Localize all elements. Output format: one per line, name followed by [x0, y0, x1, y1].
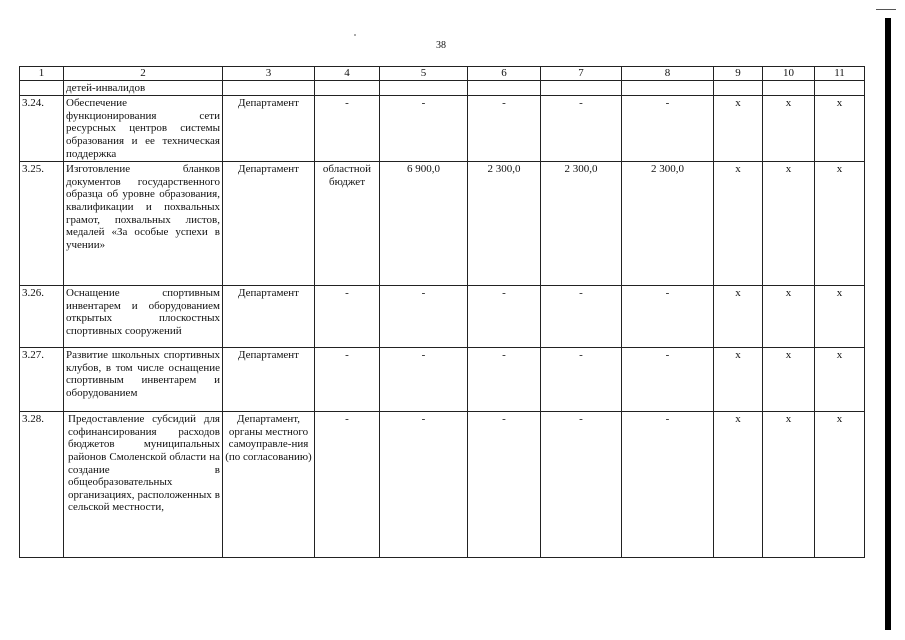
scan-speck — [354, 34, 356, 36]
row-description: Развитие школьных спортивных клубов, в том числе оснащение спортивным инвентарем и оборудованием — [64, 348, 223, 412]
continuation-row — [20, 80, 865, 96]
table-row — [20, 96, 865, 162]
column-number: 1 — [20, 67, 64, 81]
row-number: 3.27. — [20, 348, 64, 412]
column-number: 9 — [714, 67, 763, 81]
corner-mark — [876, 9, 896, 10]
row-indicator: х — [815, 286, 865, 348]
row-year1: - — [468, 412, 541, 558]
row-description: Изготовление бланков документов государственного образца об уровне образования, квалификации и похвальных грамот, похвальных листов, медалей «За особые успехи в учении» — [64, 162, 223, 286]
column-number: 6 — [468, 67, 541, 81]
row-total: - — [380, 412, 468, 558]
row-year1: - — [468, 286, 541, 348]
row-source: - — [315, 96, 380, 162]
row-indicator: х — [714, 412, 763, 558]
row-indicator: х — [714, 96, 763, 162]
row-indicator: х — [815, 348, 865, 412]
column-number: 11 — [815, 67, 865, 81]
row-number: 3.25. — [20, 162, 64, 286]
row-source: - — [315, 286, 380, 348]
column-number: 7 — [541, 67, 622, 81]
row-year2: - — [541, 96, 622, 162]
row-year2: - — [541, 412, 622, 558]
row-year1: - — [468, 348, 541, 412]
row-year2: - — [541, 286, 622, 348]
row-year1: 2 300,0 — [468, 162, 541, 286]
page-number: 38 — [436, 40, 446, 51]
row-number: 3.24. — [20, 96, 64, 162]
column-number: 2 — [64, 67, 223, 81]
row-year2: - — [541, 348, 622, 412]
row-number: 3.26. — [20, 286, 64, 348]
program-table — [19, 66, 865, 558]
column-number: 8 — [622, 67, 714, 81]
row-year2: 2 300,0 — [541, 162, 622, 286]
row-indicator: х — [815, 412, 865, 558]
row-year3: - — [622, 286, 714, 348]
row-executor: Департамент — [223, 348, 315, 412]
row-executor: Департамент, органы местного самоуправле-ния (по согласованию) — [223, 412, 315, 558]
row-description: Оснащение спортивным инвентарем и оборудованием открытых плоскостных спортивных сооружений — [64, 286, 223, 348]
row-executor: Департамент — [223, 286, 315, 348]
row-total: - — [380, 96, 468, 162]
row-year1: - — [468, 96, 541, 162]
scan-edge-bar — [885, 18, 891, 630]
row-indicator: х — [815, 96, 865, 162]
column-number: 4 — [315, 67, 380, 81]
table-row — [20, 348, 865, 412]
row-total: - — [380, 348, 468, 412]
row-description: Предоставление субсидий для софинансирования расходов бюджетов муниципальных районов Смоленской области на создание в общеобразовательных организациях, расположенных в сельской местности, — [64, 412, 223, 558]
row-number: 3.28. — [20, 412, 64, 558]
row-source: - — [315, 348, 380, 412]
row-indicator: х — [763, 348, 815, 412]
row-source: областной бюджет — [315, 162, 380, 286]
row-total: 6 900,0 — [380, 162, 468, 286]
row-indicator: х — [714, 286, 763, 348]
table-row — [20, 286, 865, 348]
row-indicator: х — [714, 348, 763, 412]
row-indicator: х — [763, 96, 815, 162]
table-row — [20, 412, 865, 558]
row-executor: Департамент — [223, 96, 315, 162]
row-indicator: х — [763, 286, 815, 348]
row-indicator: х — [763, 412, 815, 558]
row-year3: 2 300,0 — [622, 162, 714, 286]
row-year3: - — [622, 348, 714, 412]
row-year3: - — [622, 412, 714, 558]
column-number: 3 — [223, 67, 315, 81]
row-indicator: х — [815, 162, 865, 286]
column-number: 10 — [763, 67, 815, 81]
row-executor: Департамент — [223, 162, 315, 286]
column-number: 5 — [380, 67, 468, 81]
row-description: Обеспечение функционирования сети ресурсных центров системы образования и ее техническая поддержка — [64, 96, 223, 162]
row-source: - — [315, 412, 380, 558]
row-indicator: х — [714, 162, 763, 286]
continuation-text: детей-инвалидов — [64, 80, 223, 96]
row-indicator: х — [763, 162, 815, 286]
row-total: - — [380, 286, 468, 348]
column-number-row — [20, 67, 865, 81]
table-row — [20, 162, 865, 286]
row-year3: - — [622, 96, 714, 162]
